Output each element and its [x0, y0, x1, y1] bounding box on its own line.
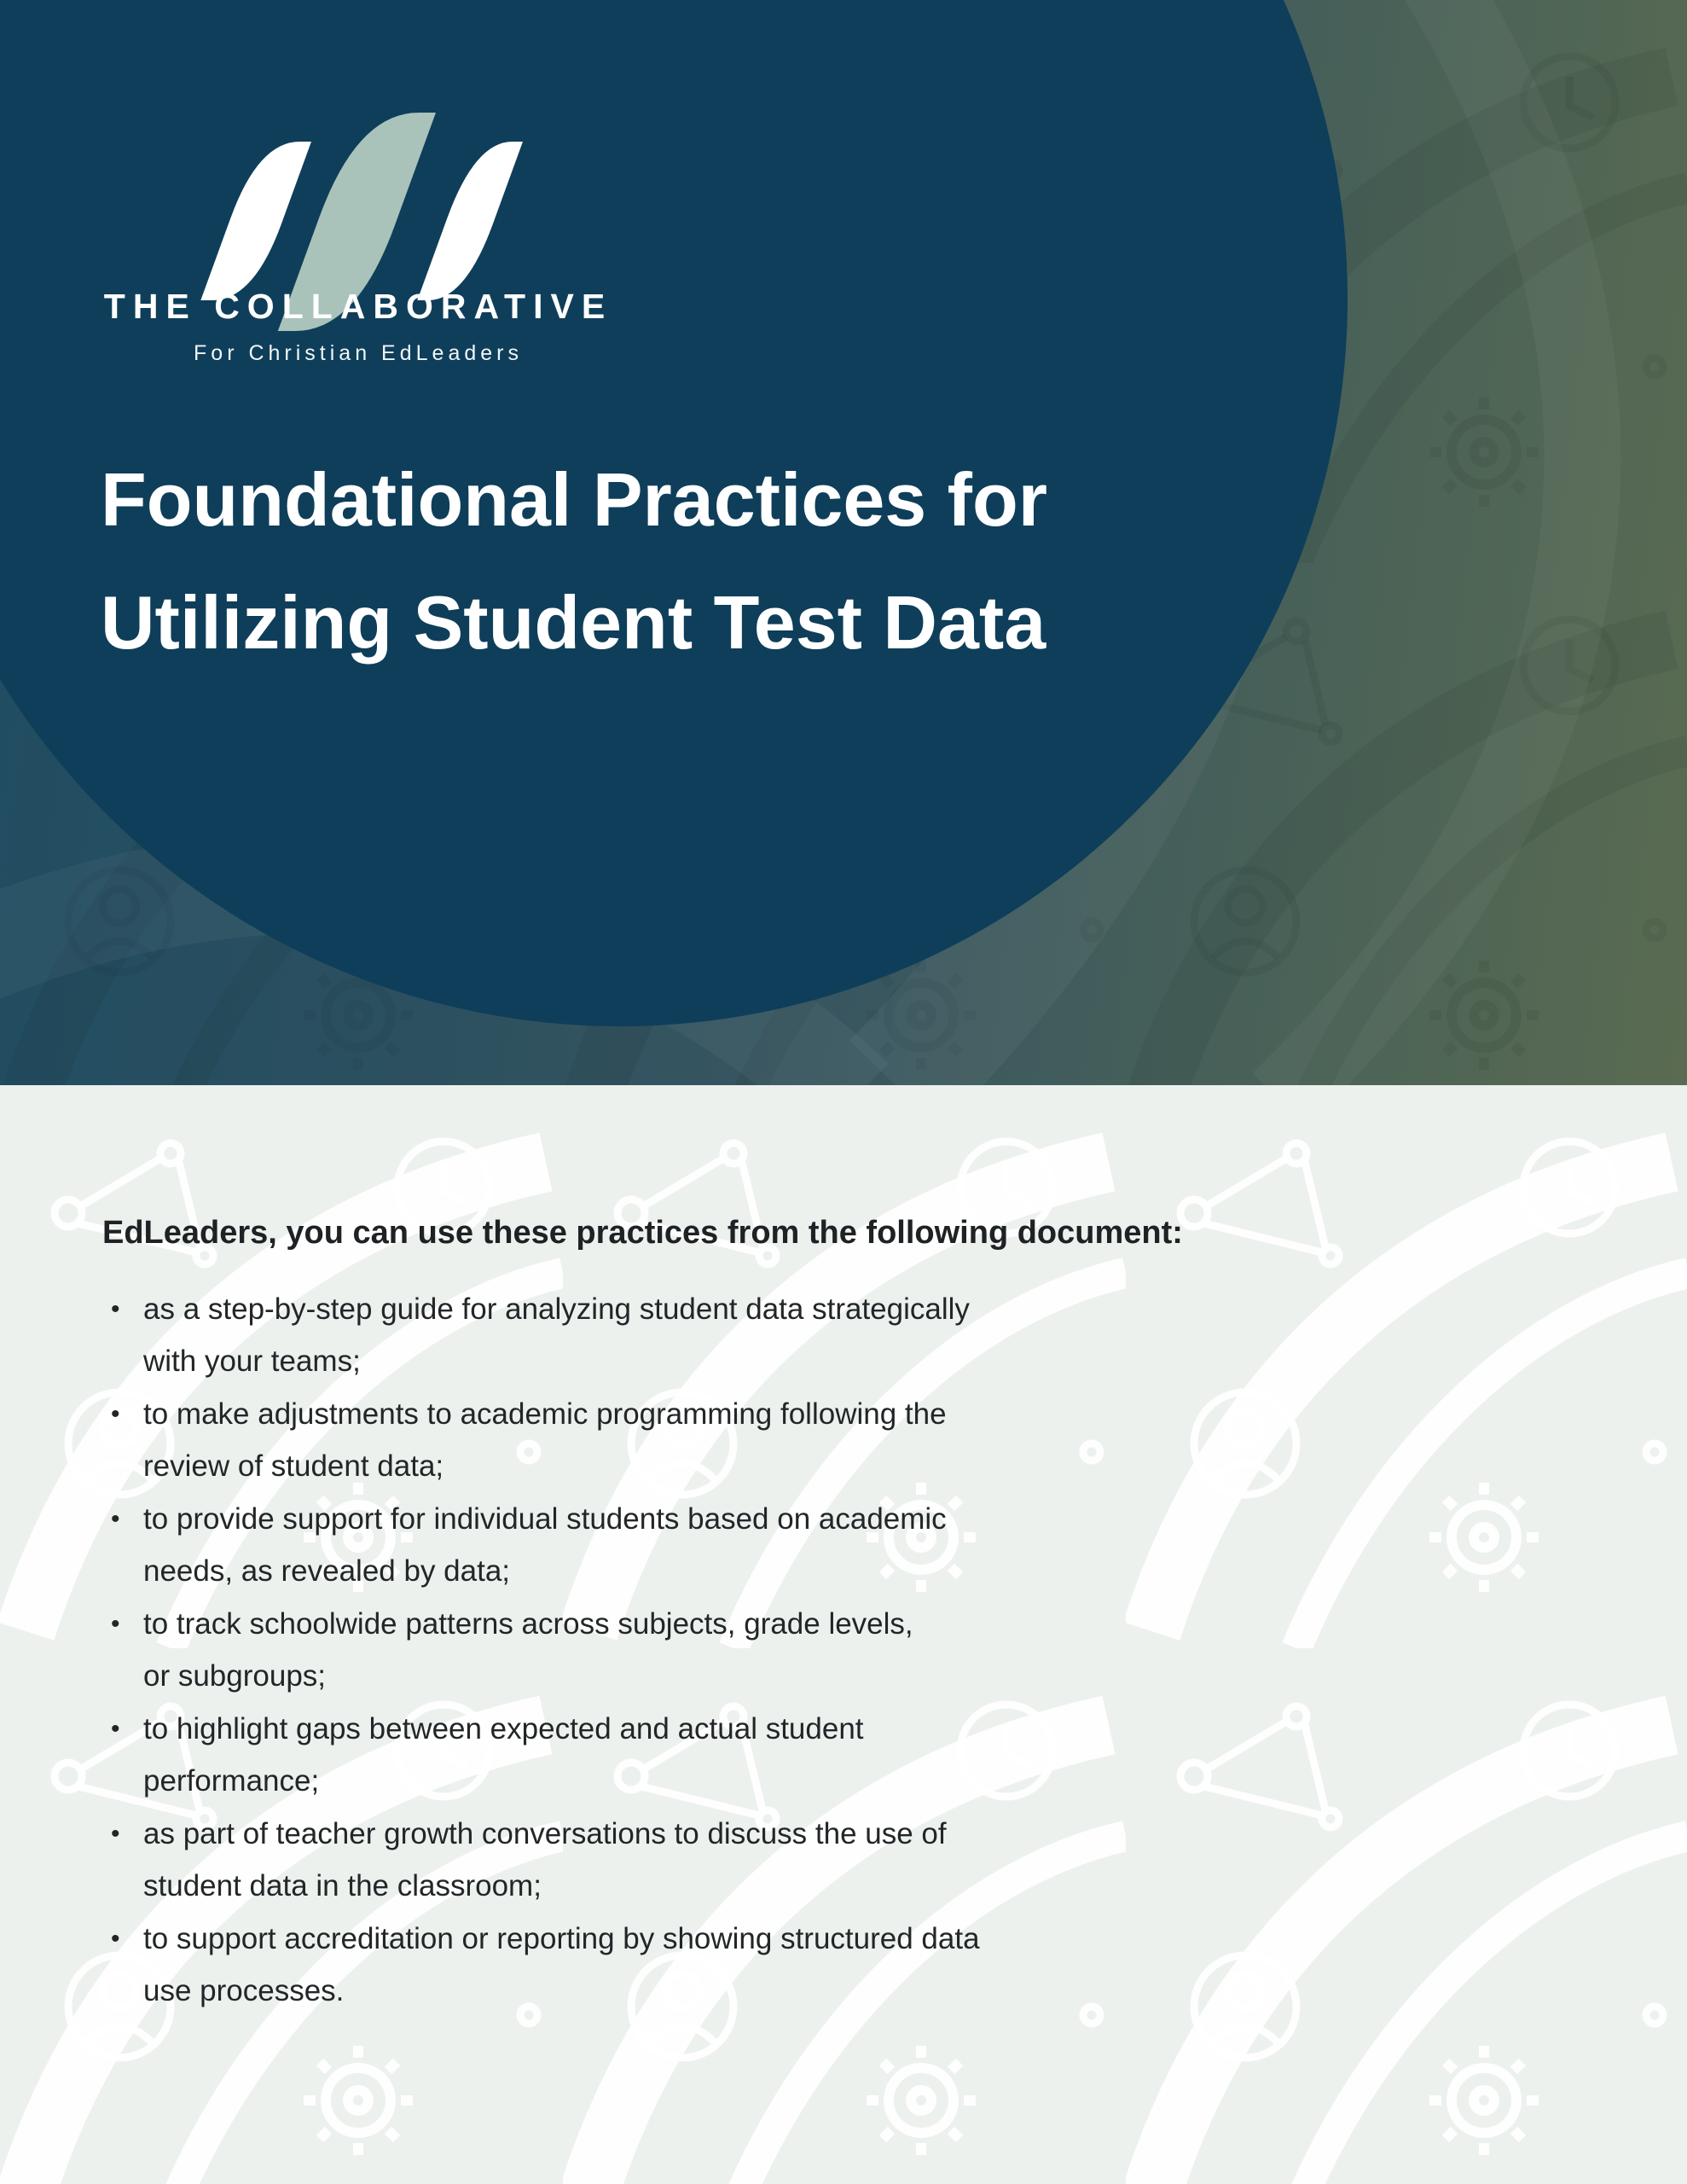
bullet-marker: • [111, 1294, 120, 1323]
list-item-text-line1: as part of teacher growth conversations to discuss the use of [143, 1816, 947, 1850]
page-title-line2: Utilizing Student Test Data [101, 580, 1046, 665]
body-section [0, 1085, 1687, 2184]
list-item-text-line1: to track schoolwide patterns across subjects, grade levels, [143, 1606, 913, 1641]
hero-banner [0, 0, 1687, 1085]
leaf-shape-right [417, 142, 523, 300]
collaborative-logo-icon [0, 0, 682, 392]
list-item [102, 1703, 1211, 1808]
list-item [102, 1808, 1211, 1913]
list-item-text-line2: student data in the classroom; [143, 1869, 542, 1902]
intro-heading: EdLeaders, you can use these practices from the following document: [102, 1215, 1183, 1251]
list-item-text-line1: to provide support for individual students based on academic [143, 1502, 947, 1536]
list-item [102, 1283, 1211, 1388]
page-title-line1: Foundational Practices for [101, 457, 1047, 542]
bullet-marker: • [111, 1924, 120, 1953]
list-item-text-line2: use processes. [143, 1974, 345, 2007]
page-title [101, 439, 1047, 684]
list-item-text-line1: to highlight gaps between expected and actual student [143, 1711, 864, 1745]
list-item [102, 1493, 1211, 1598]
bullet-marker: • [111, 1819, 120, 1848]
list-item-text-line2: performance; [143, 1764, 320, 1798]
brand-name: THE COLLABORATIVE [103, 287, 613, 326]
list-item-text-line1: to make adjustments to academic programming following the [143, 1397, 947, 1431]
leaf-shape-left [200, 142, 311, 300]
document-body [102, 1213, 1211, 2018]
bullet-marker: • [111, 1609, 120, 1638]
brand-tagline: For Christian EdLeaders [194, 341, 523, 365]
list-item-text-line2: needs, as revealed by data; [143, 1554, 511, 1588]
bullet-marker: • [111, 1714, 120, 1743]
bullet-marker: • [111, 1399, 120, 1428]
practices-list [102, 1283, 1211, 2018]
list-item [102, 1388, 1211, 1493]
list-item-text-line1: to support accreditation or reporting by showing structured data [143, 1921, 980, 1955]
list-item-text-line2: or subgroups; [143, 1659, 327, 1693]
list-item-text-line2: with your teams; [143, 1345, 361, 1378]
list-item-text-line2: review of student data; [143, 1449, 444, 1483]
list-item [102, 1913, 1211, 2018]
bullet-marker: • [111, 1504, 120, 1533]
list-item-text-line1: as a step-by-step guide for analyzing student data strategically [143, 1292, 970, 1326]
list-item [102, 1598, 1211, 1703]
